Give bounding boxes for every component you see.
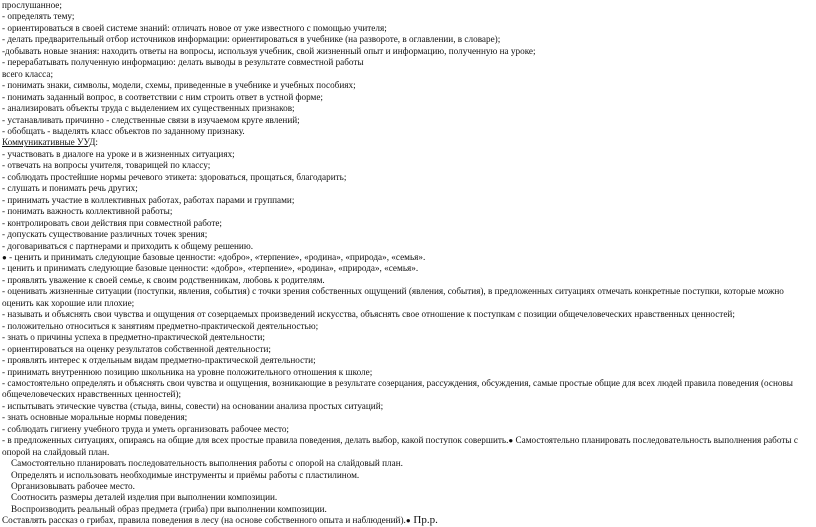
personal-line-6: - принимать внутреннюю позицию школьника на уровне положительного отношения к школе;	[2, 366, 373, 377]
self-paragraph: - самостоятельно определять и объяснять свои чувства и ощущения, возникающие в результате созерцания, рассуждения, обсуждения, самые простые общие для всех людей правила поведения (основы общечеловеческих нравственных ценностей);	[2, 377, 793, 400]
text-line-6: - перерабатывать полученную информацию: делать выводы в результате совместной работы	[2, 57, 364, 68]
text-line-3: - ориентироваться в своей системе знаний: отличать новое от уже известного с помощью учителя;	[2, 22, 387, 33]
choice-paragraph-b: Самостоятельно планировать последовательность выполнения работы с опорой на слайдовый план.	[2, 435, 798, 457]
communicative-line-9: - договариваться с партнерами и приходить к общему решению.	[2, 240, 253, 251]
bullet-icon: ●	[2, 252, 7, 262]
text-line-2: - определять тему;	[2, 11, 75, 22]
values-line-text: - ценить и принимать следующие базовые ценности: «добро», «терпение», «родина», «природа», «семья».	[6, 251, 426, 262]
personal-line-3: - знать о причины успеха в предметно-практической деятельности;	[2, 332, 265, 343]
final-line-tail: Пр.р.	[410, 515, 438, 527]
text-line-9: - понимать заданный вопрос, в соответствии с ним строить ответ в устной форме;	[2, 91, 323, 102]
evaluate-paragraph: - оценивать жизненные ситуации (поступки, явления, события) с точки зрения собственных ощущений (явления, события), в предложенных ситуациях отмечать конкретные поступки, которые можно оценить как хорошие или плохие;	[2, 286, 784, 308]
values-line-2: - ценить и принимать следующие базовые ценности: «добро», «терпение», «родина», «природа», «семья».	[2, 263, 419, 274]
communicative-line-1: - участвовать в диалоге на уроке и в жизненных ситуациях;	[2, 148, 235, 159]
personal-line-4: - ориентироваться на оценку результатов собственной деятельности;	[2, 343, 271, 354]
communicative-heading-colon: :	[95, 137, 98, 148]
indented-line-5: Воспроизводить реальный образ предмета (гриба) при выполнении композиции.	[11, 503, 327, 514]
communicative-line-6: - понимать важность коллективной работы;	[2, 206, 173, 217]
communicative-line-5: - принимать участие в коллективных работах, работах парами и группами;	[2, 194, 295, 205]
final-line	[2, 515, 814, 526]
indented-line-3: Организовывать рабочее место.	[11, 481, 135, 492]
indented-line-4: Соотносить размеры деталей изделия при выполнении композиции.	[11, 492, 278, 503]
text-line-11: - устанавливать причинно - следственные связи в изучаемом круге явлений;	[2, 114, 300, 125]
choice-paragraph-a: - в предложенных ситуациях, опираясь на общие для всех простые правила поведения, делать выбор, какой поступок совершить.	[2, 435, 509, 446]
communicative-line-2: - отвечать на вопросы учителя, товарищей по классу;	[2, 160, 211, 171]
communicative-line-3: - соблюдать простейшие нормы речевого этикета: здороваться, прощаться, благодарить;	[2, 171, 347, 182]
text-line-4: - делать предварительный отбор источников информации: ориентироваться в учебнике (на развороте, в оглавлении, в словаре);	[2, 34, 501, 45]
more-line-2: - знать основные моральные нормы поведения;	[2, 412, 188, 423]
indented-line-2: Определять и использовать необходимые инструменты и приёмы работы с пластилином.	[11, 469, 360, 480]
more-line-1: - испытывать этические чувства (стыда, вины, совести) на основании анализа простых ситуаций;	[2, 400, 384, 411]
communicative-line-8: - допускать существование различных точек зрения;	[2, 229, 208, 240]
communicative-heading: Коммуникативные УУД	[2, 137, 96, 148]
indented-line-1: Самостоятельно планировать последовательность выполнения работы с опорой на слайдовый план.	[11, 458, 403, 469]
personal-line-1: - называть и объяснять свои чувства и ощущения от созерцаемых произведений искусства, объяснять свое отношение к поступкам с позиции общечеловеческих нравственных ценностей;	[2, 309, 735, 320]
text-line-7: всего класса;	[2, 68, 54, 79]
text-line-12: - обобщать - выделять класс объектов по заданному признаку.	[2, 125, 245, 136]
personal-line-2: - положительно относиться к занятиям предметно-практической деятельностью;	[2, 320, 319, 331]
text-line-5: -добывать новые знания: находить ответы на вопросы, используя учебник, свой жизненный опыт и информацию, полученную на уроке;	[2, 45, 536, 56]
bullet-icon: ●	[508, 436, 514, 446]
text-line-1: прослушанное;	[2, 0, 62, 10]
values-line-3: - проявлять уважение к своей семье, к своим родственникам, любовь к родителям.	[2, 274, 325, 285]
communicative-line-7: - контролировать свои действия при совместной работе;	[2, 217, 222, 228]
more-line-3: - соблюдать гигиену учебного труда и уметь организовать рабочее место;	[2, 423, 289, 434]
choice-paragraph	[2, 435, 810, 458]
final-line-text: Составлять рассказ о грибах, правила поведения в лесу (на основе собственного опыта и наблюдений).	[2, 515, 406, 526]
bullet-icon: ●	[405, 516, 411, 526]
communicative-heading-line	[2, 137, 814, 148]
personal-line-5: - проявлять интерес к отдельным видам предметно-практической деятельности;	[2, 355, 316, 366]
communicative-line-4: - слушать и понимать речь других;	[2, 183, 138, 194]
text-line-10: - анализировать объекты труда с выделением их существенных признаков;	[2, 103, 295, 114]
values-bullet-line	[2, 252, 814, 263]
text-line-8: - понимать знаки, символы, модели, схемы, приведенные в учебнике и учебных пособиях;	[2, 80, 356, 91]
